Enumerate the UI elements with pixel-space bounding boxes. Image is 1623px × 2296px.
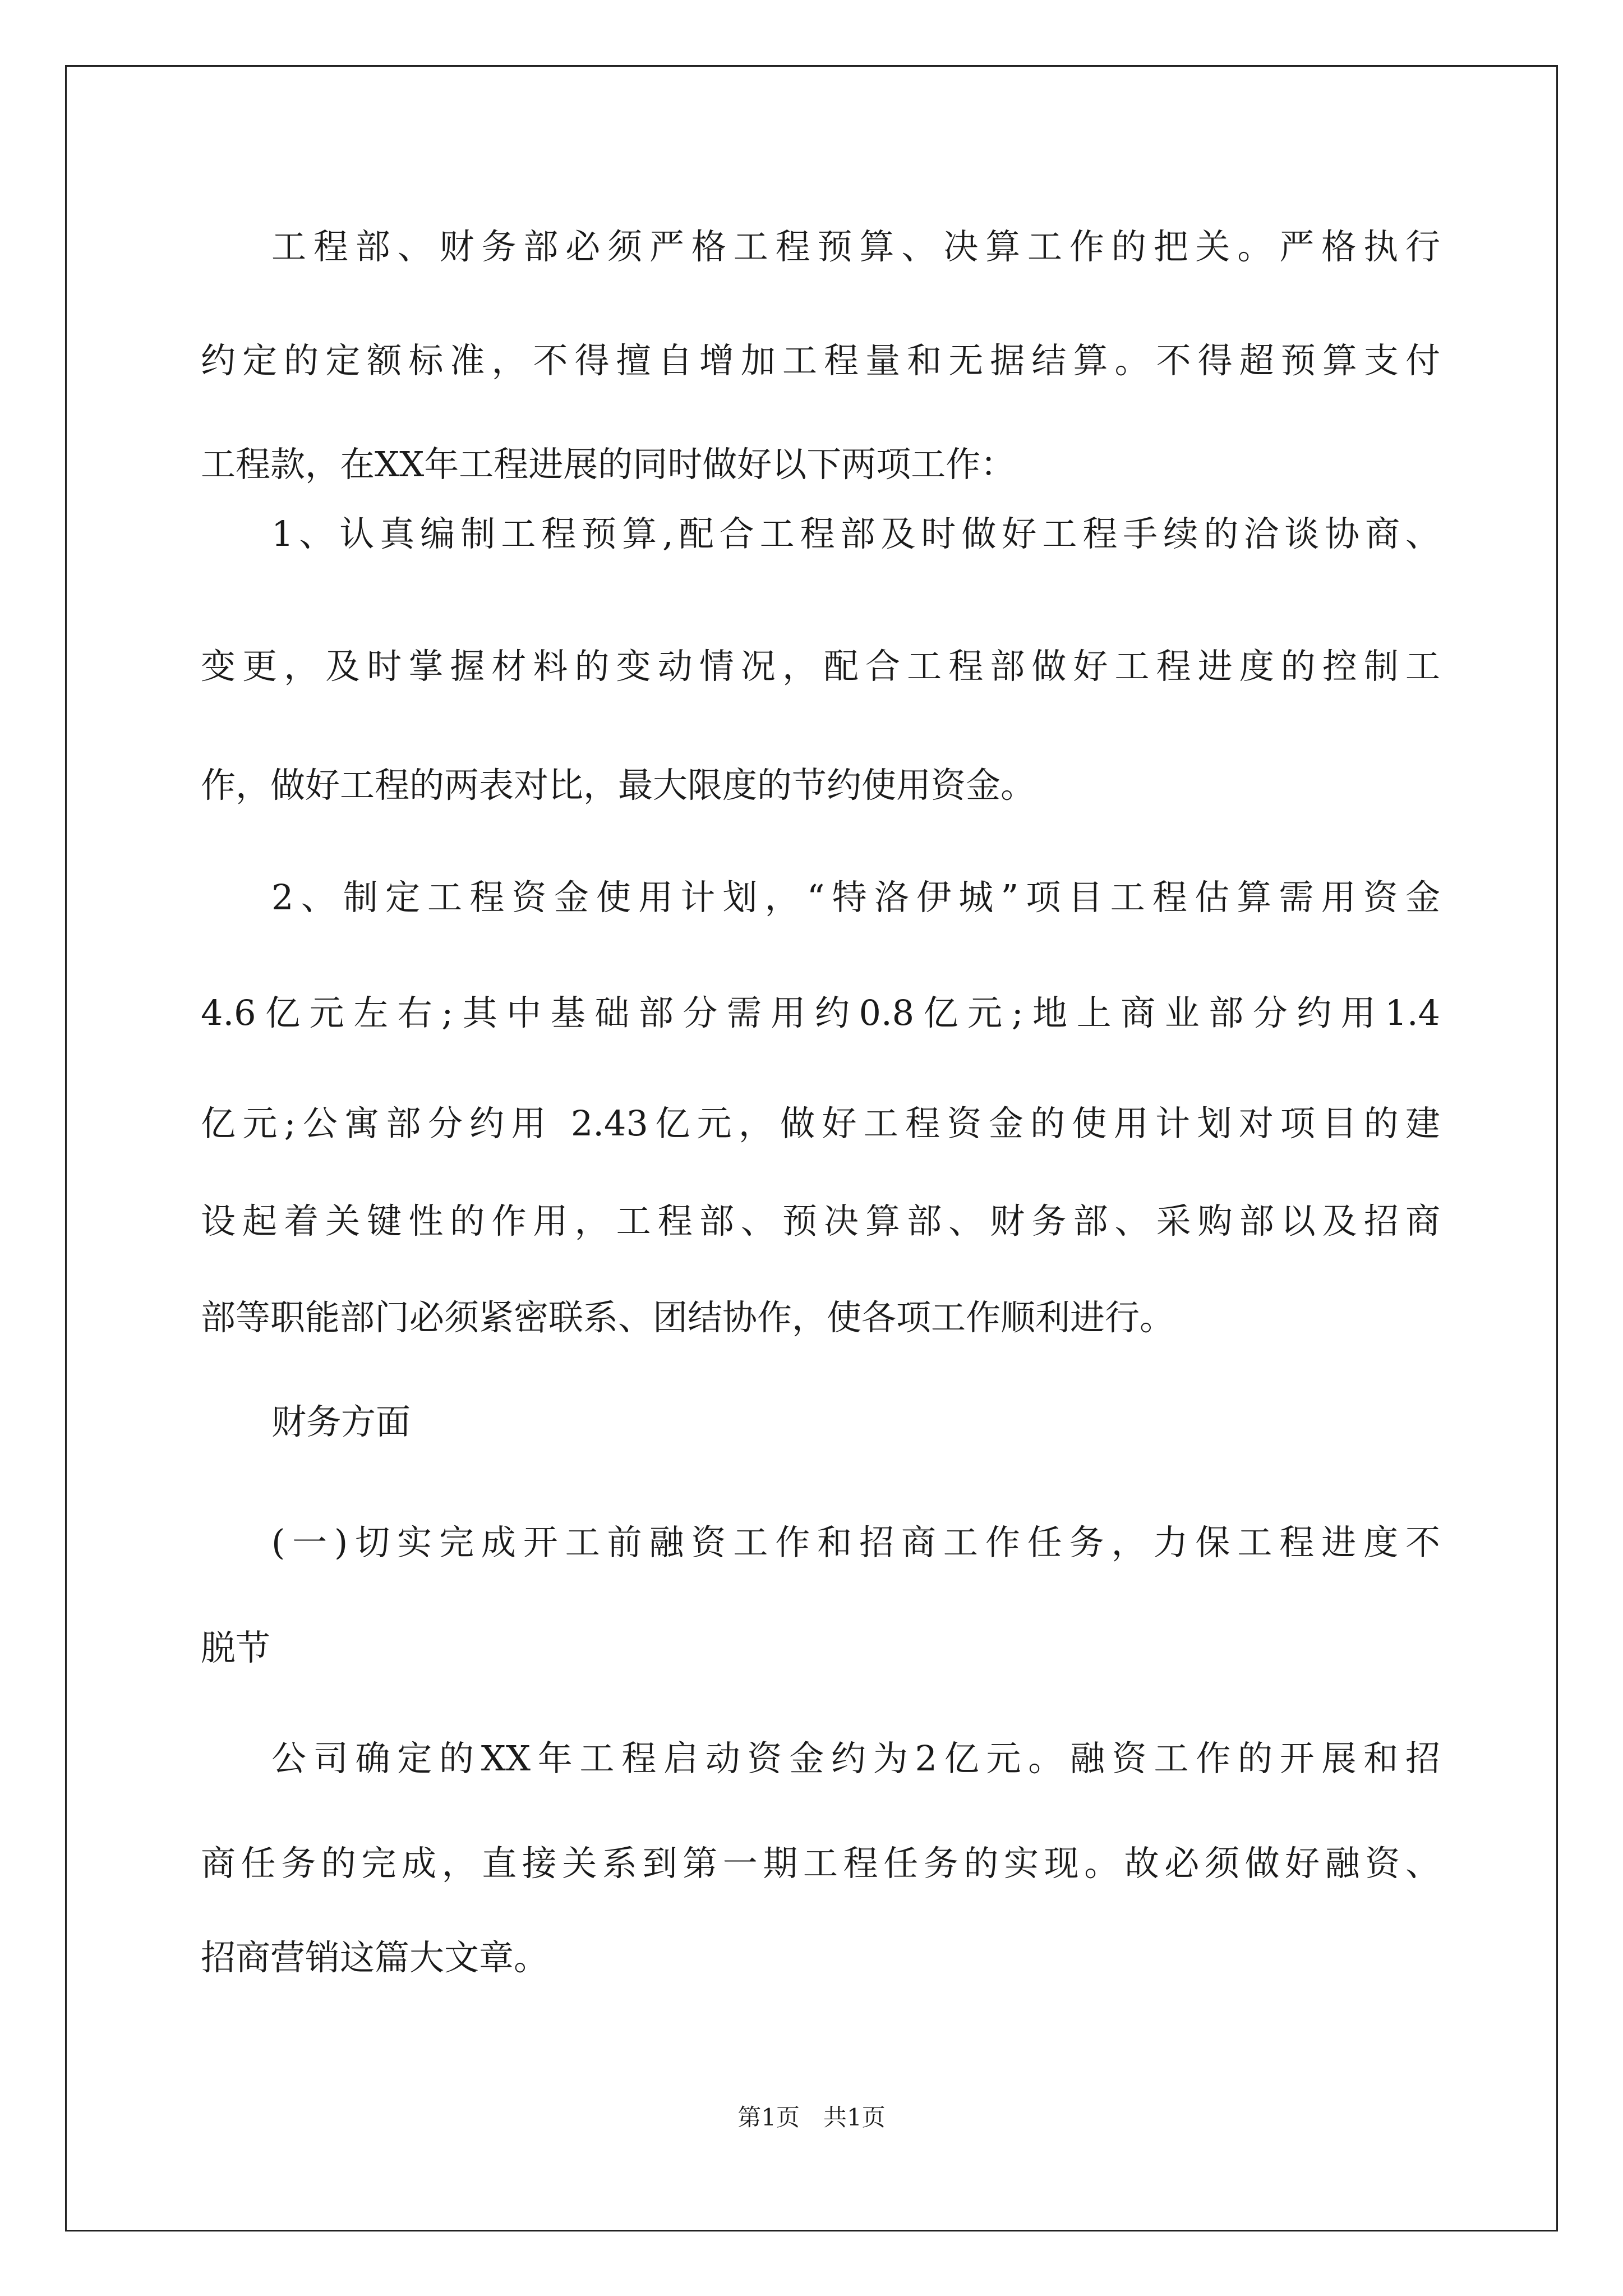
- paragraph-line: 变更，及时掌握材料的变动情况，配合工程部做好工程进度的控制工: [201, 646, 1440, 687]
- paragraph-line: 亿元;公寓部分约用 2.43亿元，做好工程资金的使用计划对项目的建: [201, 1103, 1440, 1144]
- paragraph-line: 招商营销这篇大文章。: [201, 1937, 549, 1978]
- section-heading: 财务方面: [271, 1401, 411, 1442]
- paragraph-line: 公司确定的XX年工程启动资金约为2亿元。融资工作的开展和招: [271, 1738, 1440, 1779]
- page-number-footer: 第1页 共1页: [737, 2104, 886, 2131]
- paragraph-line: 4.6亿元左右;其中基础部分需用约0.8亿元;地上商业部分约用1.4: [201, 992, 1440, 1033]
- paragraph-line: 工程部、财务部必须严格工程预算、决算工作的把关。严格执行: [271, 226, 1440, 267]
- paragraph-line: 部等职能部门必须紧密联系、团结协作，使各项工作顺利进行。: [201, 1297, 1175, 1338]
- paragraph-line: 1、认真编制工程预算,配合工程部及时做好工程手续的洽谈协商、: [271, 513, 1440, 554]
- paragraph-line: 设起着关键性的作用，工程部、预决算部、财务部、采购部以及招商: [201, 1200, 1440, 1241]
- paragraph-line: 作，做好工程的两表对比，最大限度的节约使用资金。: [201, 765, 1036, 806]
- page-border: [65, 65, 1558, 2231]
- paragraph-line: 工程款，在XX年工程进展的同时做好以下两项工作：: [201, 444, 1016, 485]
- paragraph-line: 脱节: [201, 1627, 271, 1668]
- paragraph-line: (一)切实完成开工前融资工作和招商工作任务，力保工程进度不: [271, 1522, 1440, 1563]
- paragraph-line: 2、制定工程资金使用计划，“特洛伊城”项目工程估算需用资金: [271, 877, 1440, 918]
- paragraph-line: 约定的定额标准，不得擅自增加工程量和无据结算。不得超预算支付: [201, 340, 1440, 381]
- paragraph-line: 商任务的完成，直接关系到第一期工程任务的实现。故必须做好融资、: [201, 1843, 1440, 1884]
